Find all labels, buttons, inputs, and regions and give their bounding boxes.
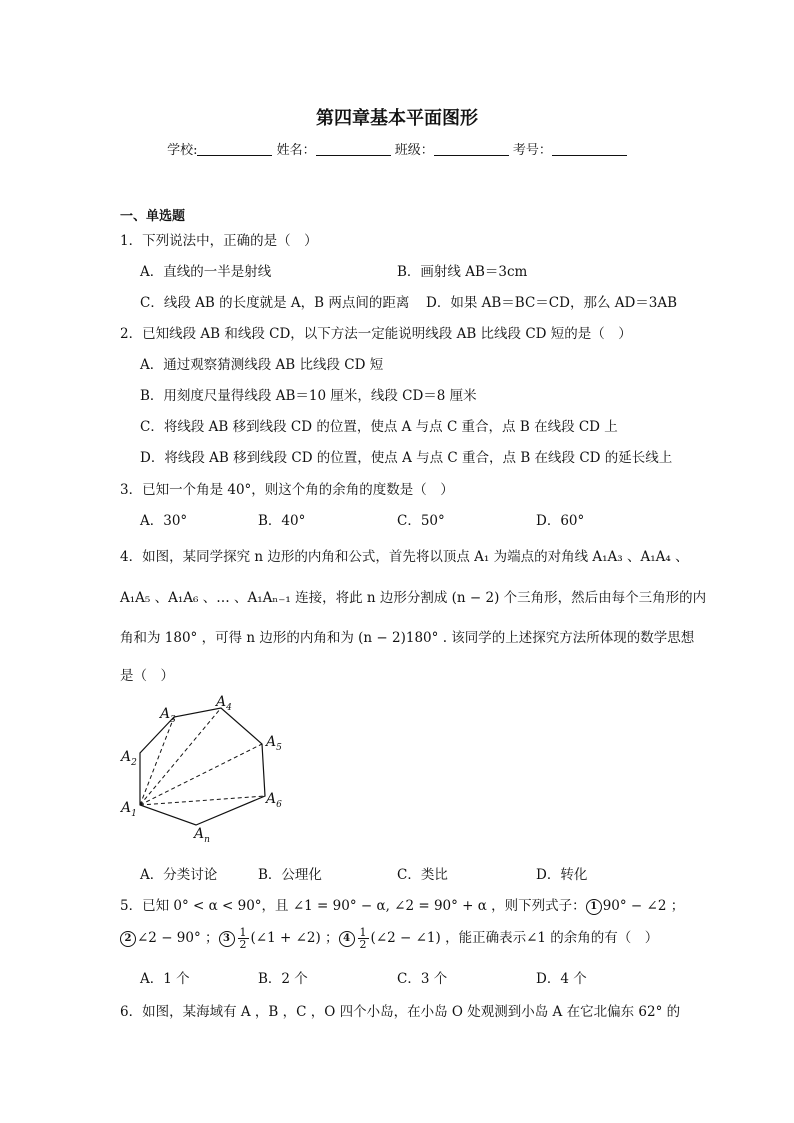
question-2-option-c: C．将线段 AB 移到线段 CD 的位置，使点 A 与点 C 重合，点 B 在线段 CD 上 [140,419,618,435]
question-3-stem: 3．已知一个角是 40°，则这个角的余角的度数是（ ） [120,482,454,498]
question-2-option-a: A．通过观察猜测线段 AB 比线段 CD 短 [140,357,384,373]
circled-3: 3 [219,931,235,947]
polygon-outline [140,708,265,825]
page-title: 第四章基本平面图形 [316,108,478,129]
question-3-option-d: D．60° [536,513,585,529]
polygon-figure [118,693,298,845]
question-6-stem: 6．如图，某海域有 A ，B ，C ，O 四个小岛，在小岛 O 处观测到小岛 A 在它北偏东 62° 的 [120,1004,681,1020]
question-5-option-a: A．1 个 [140,971,190,987]
class-blank[interactable] [434,143,509,156]
label-a6: $A_6$ [266,791,282,810]
question-4-line-4: 是（ ） [120,668,174,684]
label-a4: $A_4$ [216,694,232,713]
number-label: 考号： [512,143,552,158]
question-1-option-c: C．线段 AB 的长度就是 A，B 两点间的距离 [140,295,410,311]
label-a2: $A_2$ [121,749,137,768]
question-1-option-a: A．直线的一半是射线 [140,264,272,280]
question-4-line-1: 4．如图，某同学探究 n 边形的内角和公式，首先将以顶点 A₁ 为端点的对角线 A₁A₃ 、A₁A₄ 、 [120,549,689,565]
label-an: $A_n$ [194,826,210,845]
name-blank[interactable] [316,143,391,156]
label-a5: $A_5$ [266,734,282,753]
name-label: 姓名： [276,143,316,158]
question-3-option-c: C．50° [397,513,445,529]
question-2-option-b: B．用刻度尺量得线段 AB＝10 厘米，线段 CD＝8 厘米 [140,388,477,404]
diagonal-a1-a4 [140,708,221,805]
student-info-line [0,139,794,158]
label-a1: $A_1$ [121,800,137,819]
label-a3: $A_3$ [160,706,176,725]
circled-1: 1 [586,899,602,915]
question-5-option-b: B．2 个 [258,971,308,987]
question-3-option-b: B．40° [258,513,306,529]
diagonal-a1-a5 [140,744,262,805]
question-5-line-1: 5．已知 0° < α < 90°，且 ∠1 = 90° − α, ∠2 = 90° + α ，则下列式子： 1 90° − ∠2 ； [120,898,685,914]
school-blank[interactable] [197,143,272,156]
question-1-stem: 1．下列说法中，正确的是（ ） [120,233,318,249]
question-4-line-3: 角和为 180° ，可得 n 边形的内角和为 (n − 2)180° . 该同学的上述探究方法所体现的数学思想 [120,630,695,646]
question-1-option-d: D．如果 AB＝BC＝CD，那么 AD＝3AB [426,295,678,311]
school-label: 学校: [167,143,198,158]
question-4-option-d: D．转化 [536,867,588,883]
question-5-option-d: D．4 个 [536,971,587,987]
question-5-line-2: 2 ∠2 − 90° ； 3 $\frac{1}{2}$ (∠1 + ∠2) ； 4 $\frac{1}{2}$ (∠2 − ∠1) ，能正确表示∠1 的余角的有（ ） [120,926,658,950]
circled-4: 4 [339,931,355,947]
question-4-option-c: C．类比 [397,867,448,883]
question-4-option-b: B．公理化 [258,867,322,883]
question-4-line-2: A₁A₅ 、A₁A₆ 、… 、A₁Aₙ₋₁ 连接，将此 n 边形分割成 (n − 2) 个三角形，然后由每个三角形的内 [120,590,707,606]
diagonal-a1-a3 [140,717,174,805]
question-3-option-a: A．30° [140,513,188,529]
fraction-half-2: $\frac{1}{2}$ [359,926,367,951]
question-5-option-c: C．3 个 [397,971,448,987]
circled-2: 2 [120,931,136,947]
fraction-half-1: $\frac{1}{2}$ [239,926,247,951]
class-label: 班级： [394,143,434,158]
number-blank[interactable] [552,143,627,156]
question-1-option-b: B．画射线 AB＝3cm [397,264,528,280]
question-2-stem: 2．已知线段 AB 和线段 CD，以下方法一定能说明线段 AB 比线段 CD 短的是（ ） [120,326,632,342]
question-2-option-d: D．将线段 AB 移到线段 CD 的位置，使点 A 与点 C 重合，点 B 在线段 CD 的延长线上 [140,450,673,466]
question-4-option-a: A．分类讨论 [140,867,218,883]
section-title: 一、单选题 [120,209,186,224]
